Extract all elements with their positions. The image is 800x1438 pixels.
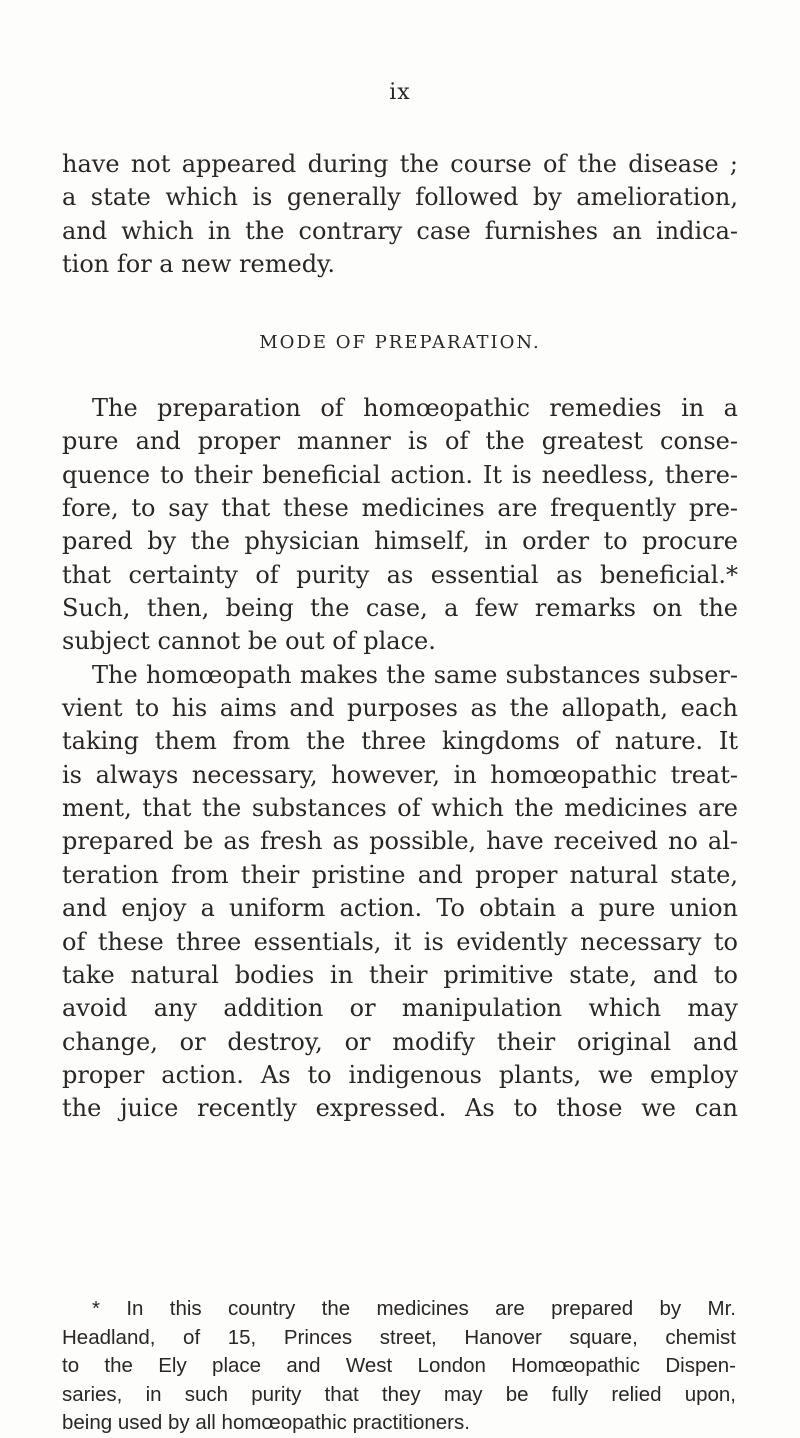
text-line: a state which is generally followed by amelioration, [62,183,738,212]
text-line: change, or destroy, or modify their original and [62,1027,738,1056]
footnote-line: saries, in such purity that they may be fully relied upon, [62,1382,736,1406]
text-line: pure and proper manner is of the greatest conse- [62,427,738,456]
text-line: ment, that the substances of which the medicines are [62,794,738,823]
footnote-line: * In this country the medicines are prepared by Mr. [92,1297,736,1320]
footnote-line: being used by all homœopathic practitioners. [62,1411,470,1434]
opening-paragraph [62,148,738,281]
text-line: the juice recently expressed. As to those we can [62,1094,738,1123]
text-line: The homœopath makes the same substances subser- [92,660,738,689]
text-line: proper action. As to indigenous plants, we employ [62,1060,738,1089]
text-line: Such, then, being the case, a few remarks on the [62,594,738,623]
section-heading: MODE OF PREPARATION. [259,332,541,353]
footnote-line: Headland, of 15, Princes street, Hanover square, chemist [62,1325,736,1349]
text-line: that certainty of purity as essential as beneficial.* [62,560,738,589]
text-line: is always necessary, however, in homœopathic treat- [62,760,738,789]
text-line: take natural bodies in their primitive state, and to [62,960,738,989]
text-line: have not appeared during the course of the disease ; [62,150,738,178]
text-line: The preparation of homœopathic remedies in a [92,394,738,422]
text-line: subject cannot be out of place. [62,627,436,656]
text-line: pared by the physician himself, in order to procure [62,527,738,556]
text-line: teration from their pristine and proper natural state, [62,860,738,889]
body-paragraphs [62,392,738,1126]
text-line: fore, to say that these medicines are frequently pre- [62,494,738,523]
text-line: tion for a new remedy. [62,250,336,279]
page-number: ix [389,80,411,105]
footnote-line: to the Ely place and West London Homœopathic Dispen- [62,1354,736,1377]
text-line: of these three essentials, it is evidently necessary to [62,927,738,956]
footnote [62,1295,736,1438]
text-line: taking them from the three kingdoms of nature. It [62,727,738,756]
text-line: quence to their beneficial action. It is needless, there- [62,460,738,489]
text-line: vient to his aims and purposes as the allopath, each [62,694,738,723]
text-line: and which in the contrary case furnishes an indica- [62,216,738,245]
text-line: prepared be as fresh as possible, have received no al- [62,827,738,856]
text-line: avoid any addition or manipulation which may [62,994,738,1023]
text-line: and enjoy a uniform action. To obtain a pure union [62,894,738,923]
